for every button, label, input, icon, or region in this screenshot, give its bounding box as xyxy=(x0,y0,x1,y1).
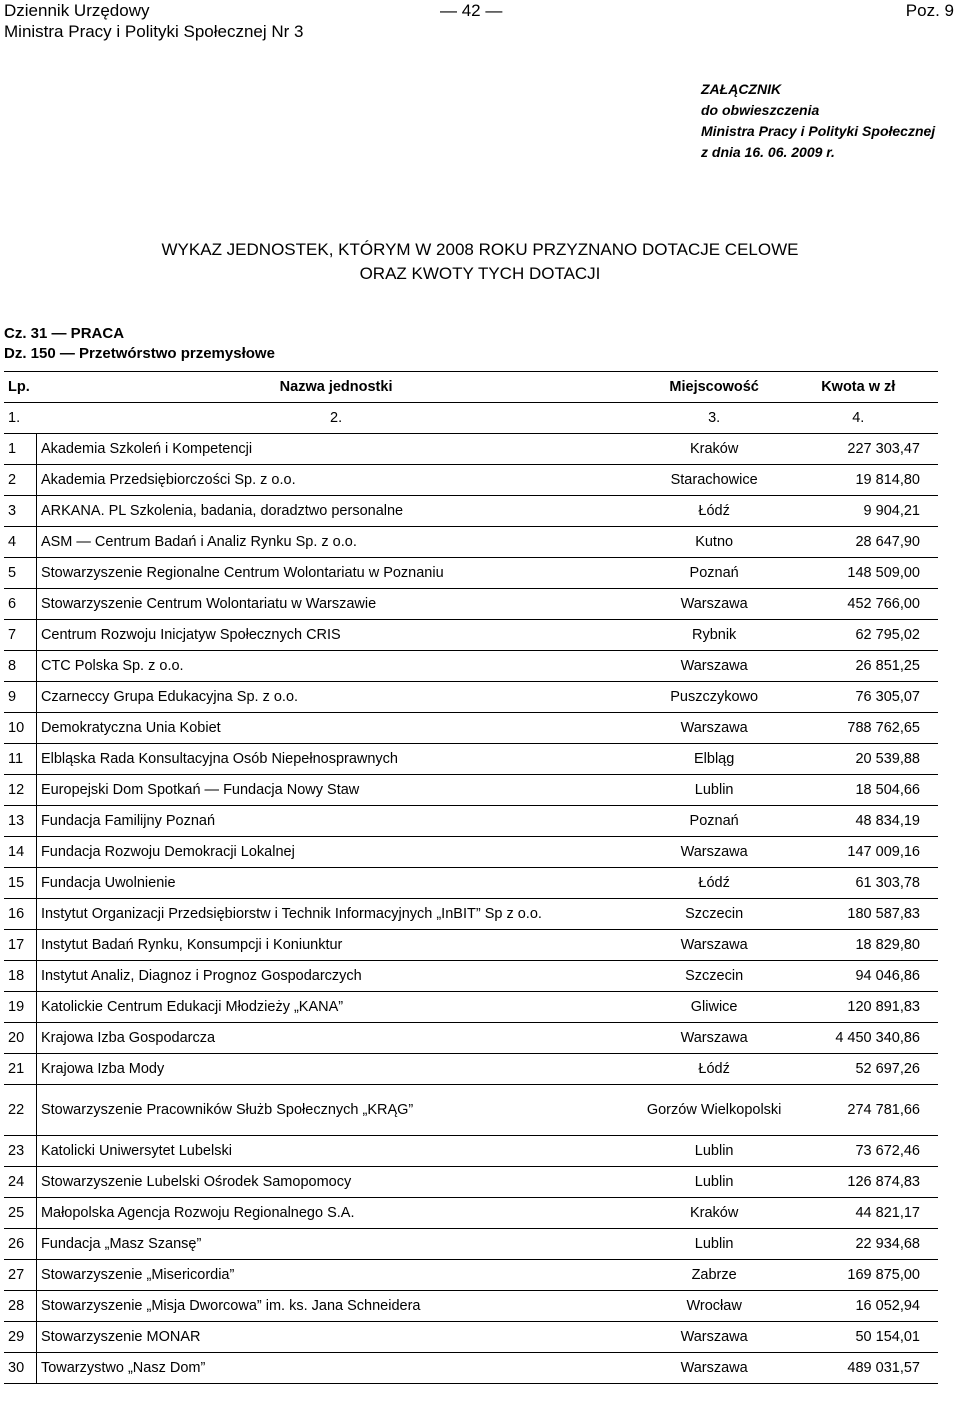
row-number: 24 xyxy=(4,1167,36,1198)
table-row xyxy=(4,1136,938,1167)
row-number: 29 xyxy=(4,1322,36,1353)
grant-amount: 16 052,94 xyxy=(793,1291,938,1322)
city-name: Lublin xyxy=(636,1229,793,1260)
row-number: 22 xyxy=(4,1085,36,1136)
grant-amount: 18 829,80 xyxy=(793,930,938,961)
table-row xyxy=(4,434,938,465)
grants-table xyxy=(4,371,938,1384)
city-name: Szczecin xyxy=(636,961,793,992)
table-row xyxy=(4,1322,938,1353)
city-name: Warszawa xyxy=(636,589,793,620)
numbering-cell: 1. xyxy=(4,403,36,434)
table-row xyxy=(4,651,938,682)
row-number: 3 xyxy=(4,496,36,527)
table-row xyxy=(4,837,938,868)
city-name: Gorzów Wielkopolski xyxy=(636,1085,793,1136)
grant-amount: 120 891,83 xyxy=(793,992,938,1023)
unit-name: Stowarzyszenie „Misja Dworcowa” im. ks. Jana Schneidera xyxy=(36,1291,635,1322)
unit-name: Katolicki Uniwersytet Lubelski xyxy=(36,1136,635,1167)
unit-name: Krajowa Izba Gospodarcza xyxy=(36,1023,635,1054)
row-number: 14 xyxy=(4,837,36,868)
unit-name: Europejski Dom Spotkań — Fundacja Nowy Staw xyxy=(36,775,635,806)
unit-name: Fundacja Familijny Poznań xyxy=(36,806,635,837)
title-line: WYKAZ JEDNOSTEK, KTÓRYM W 2008 ROKU PRZYZNANO DOTACJE CELOWE xyxy=(161,240,799,259)
row-number: 25 xyxy=(4,1198,36,1229)
city-name: Poznań xyxy=(636,558,793,589)
table-row xyxy=(4,1291,938,1322)
row-number: 20 xyxy=(4,1023,36,1054)
annex-line: ZAŁĄCZNIK xyxy=(701,81,782,97)
row-number: 26 xyxy=(4,1229,36,1260)
unit-name: Stowarzyszenie „Misericordia” xyxy=(36,1260,635,1291)
table-body xyxy=(4,434,938,1384)
unit-name: Fundacja „Masz Szansę” xyxy=(36,1229,635,1260)
table-row xyxy=(4,1023,938,1054)
table-row xyxy=(4,868,938,899)
grant-amount: 94 046,86 xyxy=(793,961,938,992)
header-name: Nazwa jednostki xyxy=(36,372,635,403)
grant-amount: 22 934,68 xyxy=(793,1229,938,1260)
table-row xyxy=(4,1085,938,1136)
table-row xyxy=(4,775,938,806)
publication-name: Dziennik Urzędowy xyxy=(4,1,150,20)
city-name: Warszawa xyxy=(636,930,793,961)
grant-amount: 147 009,16 xyxy=(793,837,938,868)
position-number: Poz. 9 xyxy=(905,1,954,20)
city-name: Warszawa xyxy=(636,713,793,744)
header-city: Miejscowość xyxy=(636,372,793,403)
city-name: Wrocław xyxy=(636,1291,793,1322)
row-number: 13 xyxy=(4,806,36,837)
city-name: Warszawa xyxy=(636,837,793,868)
city-name: Poznań xyxy=(636,806,793,837)
part-line: Cz. 31 — PRACA xyxy=(4,325,125,342)
unit-name: Instytut Analiz, Diagnoz i Prognoz Gospodarczych xyxy=(36,961,635,992)
row-number: 9 xyxy=(4,682,36,713)
publication-header xyxy=(4,0,303,42)
grant-amount: 9 904,21 xyxy=(793,496,938,527)
grant-amount: 788 762,65 xyxy=(793,713,938,744)
grant-amount: 489 031,57 xyxy=(793,1353,938,1384)
annex-line: z dnia 16. 06. 2009 r. xyxy=(701,144,835,160)
city-name: Elbląg xyxy=(636,744,793,775)
table-row xyxy=(4,1167,938,1198)
city-name: Lublin xyxy=(636,1167,793,1198)
unit-name: Stowarzyszenie Centrum Wolontariatu w Warszawie xyxy=(36,589,635,620)
table-row xyxy=(4,589,938,620)
grant-amount: 50 154,01 xyxy=(793,1322,938,1353)
unit-name: Krajowa Izba Mody xyxy=(36,1054,635,1085)
row-number: 7 xyxy=(4,620,36,651)
unit-name: Akademia Przedsiębiorczości Sp. z o.o. xyxy=(36,465,635,496)
row-number: 27 xyxy=(4,1260,36,1291)
city-name: Szczecin xyxy=(636,899,793,930)
table-row xyxy=(4,899,938,930)
table-row xyxy=(4,682,938,713)
grant-amount: 52 697,26 xyxy=(793,1054,938,1085)
grant-amount: 148 509,00 xyxy=(793,558,938,589)
unit-name: Stowarzyszenie Regionalne Centrum Wolontariatu w Poznaniu xyxy=(36,558,635,589)
unit-name: Fundacja Uwolnienie xyxy=(36,868,635,899)
table-row xyxy=(4,1260,938,1291)
table-row xyxy=(4,930,938,961)
row-number: 2 xyxy=(4,465,36,496)
header-lp: Lp. xyxy=(4,372,36,403)
unit-name: Czarneccy Grupa Edukacyjna Sp. z o.o. xyxy=(36,682,635,713)
grant-amount: 20 539,88 xyxy=(793,744,938,775)
row-number: 1 xyxy=(4,434,36,465)
grant-amount: 227 303,47 xyxy=(793,434,938,465)
city-name: Lublin xyxy=(636,1136,793,1167)
table-row xyxy=(4,620,938,651)
row-number: 17 xyxy=(4,930,36,961)
city-name: Kraków xyxy=(636,434,793,465)
unit-name: Stowarzyszenie Lubelski Ośrodek Samopomocy xyxy=(36,1167,635,1198)
grant-amount: 61 303,78 xyxy=(793,868,938,899)
city-name: Gliwice xyxy=(636,992,793,1023)
budget-part xyxy=(4,324,275,364)
row-number: 4 xyxy=(4,527,36,558)
table-row xyxy=(4,1054,938,1085)
annex-line: do obwieszczenia xyxy=(701,102,820,118)
row-number: 18 xyxy=(4,961,36,992)
grant-amount: 26 851,25 xyxy=(793,651,938,682)
unit-name: ARKANA. PL Szkolenia, badania, doradztwo personalne xyxy=(36,496,635,527)
section-line: Dz. 150 — Przetwórstwo przemysłowe xyxy=(4,345,275,362)
city-name: Zabrze xyxy=(636,1260,793,1291)
row-number: 30 xyxy=(4,1353,36,1384)
numbering-cell: 2. xyxy=(36,403,635,434)
grant-amount: 4 450 340,86 xyxy=(793,1023,938,1054)
row-number: 10 xyxy=(4,713,36,744)
annex-block xyxy=(701,79,935,163)
city-name: Łódź xyxy=(636,496,793,527)
table-row xyxy=(4,558,938,589)
unit-name: ASM — Centrum Badań i Analiz Rynku Sp. z o.o. xyxy=(36,527,635,558)
grant-amount: 28 647,90 xyxy=(793,527,938,558)
table-row xyxy=(4,1353,938,1384)
unit-name: Instytut Organizacji Przedsiębiorstw i Technik Informacyjnych „InBIT” Sp z o.o. xyxy=(36,899,635,930)
grant-amount: 73 672,46 xyxy=(793,1136,938,1167)
publication-issuer: Ministra Pracy i Polityki Społecznej Nr 3 xyxy=(4,22,304,41)
grant-amount: 452 766,00 xyxy=(793,589,938,620)
grant-amount: 180 587,83 xyxy=(793,899,938,930)
city-name: Warszawa xyxy=(636,1353,793,1384)
grant-amount: 48 834,19 xyxy=(793,806,938,837)
grant-amount: 274 781,66 xyxy=(793,1085,938,1136)
row-number: 11 xyxy=(4,744,36,775)
unit-name: Katolickie Centrum Edukacji Młodzieży „KANA” xyxy=(36,992,635,1023)
city-name: Warszawa xyxy=(636,651,793,682)
unit-name: Małopolska Agencja Rozwoju Regionalnego S.A. xyxy=(36,1198,635,1229)
table-row xyxy=(4,961,938,992)
unit-name: Stowarzyszenie MONAR xyxy=(36,1322,635,1353)
unit-name: Demokratyczna Unia Kobiet xyxy=(36,713,635,744)
grant-amount: 18 504,66 xyxy=(793,775,938,806)
row-number: 12 xyxy=(4,775,36,806)
row-number: 16 xyxy=(4,899,36,930)
table-header-row xyxy=(4,372,938,403)
table-row xyxy=(4,1198,938,1229)
title-line: ORAZ KWOTY TYCH DOTACJI xyxy=(359,264,601,283)
row-number: 28 xyxy=(4,1291,36,1322)
table-row xyxy=(4,806,938,837)
grant-amount: 76 305,07 xyxy=(793,682,938,713)
table-row xyxy=(4,1229,938,1260)
header-amount: Kwota w zł xyxy=(793,372,938,403)
unit-name: Instytut Badań Rynku, Konsumpcji i Koniunktur xyxy=(36,930,635,961)
table-row xyxy=(4,992,938,1023)
annex-line: Ministra Pracy i Polityki Społecznej xyxy=(701,123,936,139)
table-row xyxy=(4,713,938,744)
unit-name: Fundacja Rozwoju Demokracji Lokalnej xyxy=(36,837,635,868)
page-number: — 42 — xyxy=(440,1,503,20)
unit-name: Towarzystwo „Nasz Dom” xyxy=(36,1353,635,1384)
row-number: 19 xyxy=(4,992,36,1023)
row-number: 6 xyxy=(4,589,36,620)
document-title xyxy=(0,238,960,286)
unit-name: Centrum Rozwoju Inicjatyw Społecznych CRIS xyxy=(36,620,635,651)
numbering-cell: 4. xyxy=(793,403,938,434)
row-number: 15 xyxy=(4,868,36,899)
unit-name: CTC Polska Sp. z o.o. xyxy=(36,651,635,682)
city-name: Kutno xyxy=(636,527,793,558)
grant-amount: 44 821,17 xyxy=(793,1198,938,1229)
city-name: Warszawa xyxy=(636,1322,793,1353)
row-number: 21 xyxy=(4,1054,36,1085)
city-name: Rybnik xyxy=(636,620,793,651)
city-name: Lublin xyxy=(636,775,793,806)
table-row xyxy=(4,744,938,775)
city-name: Starachowice xyxy=(636,465,793,496)
city-name: Warszawa xyxy=(636,1023,793,1054)
city-name: Puszczykowo xyxy=(636,682,793,713)
grant-amount: 169 875,00 xyxy=(793,1260,938,1291)
row-number: 23 xyxy=(4,1136,36,1167)
row-number: 8 xyxy=(4,651,36,682)
city-name: Kraków xyxy=(636,1198,793,1229)
table-row xyxy=(4,496,938,527)
grant-amount: 62 795,02 xyxy=(793,620,938,651)
unit-name: Stowarzyszenie Pracowników Służb Społecznych „KRĄG” xyxy=(36,1085,635,1136)
row-number: 5 xyxy=(4,558,36,589)
city-name: Łódź xyxy=(636,1054,793,1085)
table-row xyxy=(4,527,938,558)
table-numbering-row xyxy=(4,403,938,434)
table-row xyxy=(4,465,938,496)
numbering-cell: 3. xyxy=(636,403,793,434)
unit-name: Elbląska Rada Konsultacyjna Osób Niepełnosprawnych xyxy=(36,744,635,775)
unit-name: Akademia Szkoleń i Kompetencji xyxy=(36,434,635,465)
city-name: Łódź xyxy=(636,868,793,899)
grant-amount: 126 874,83 xyxy=(793,1167,938,1198)
grant-amount: 19 814,80 xyxy=(793,465,938,496)
